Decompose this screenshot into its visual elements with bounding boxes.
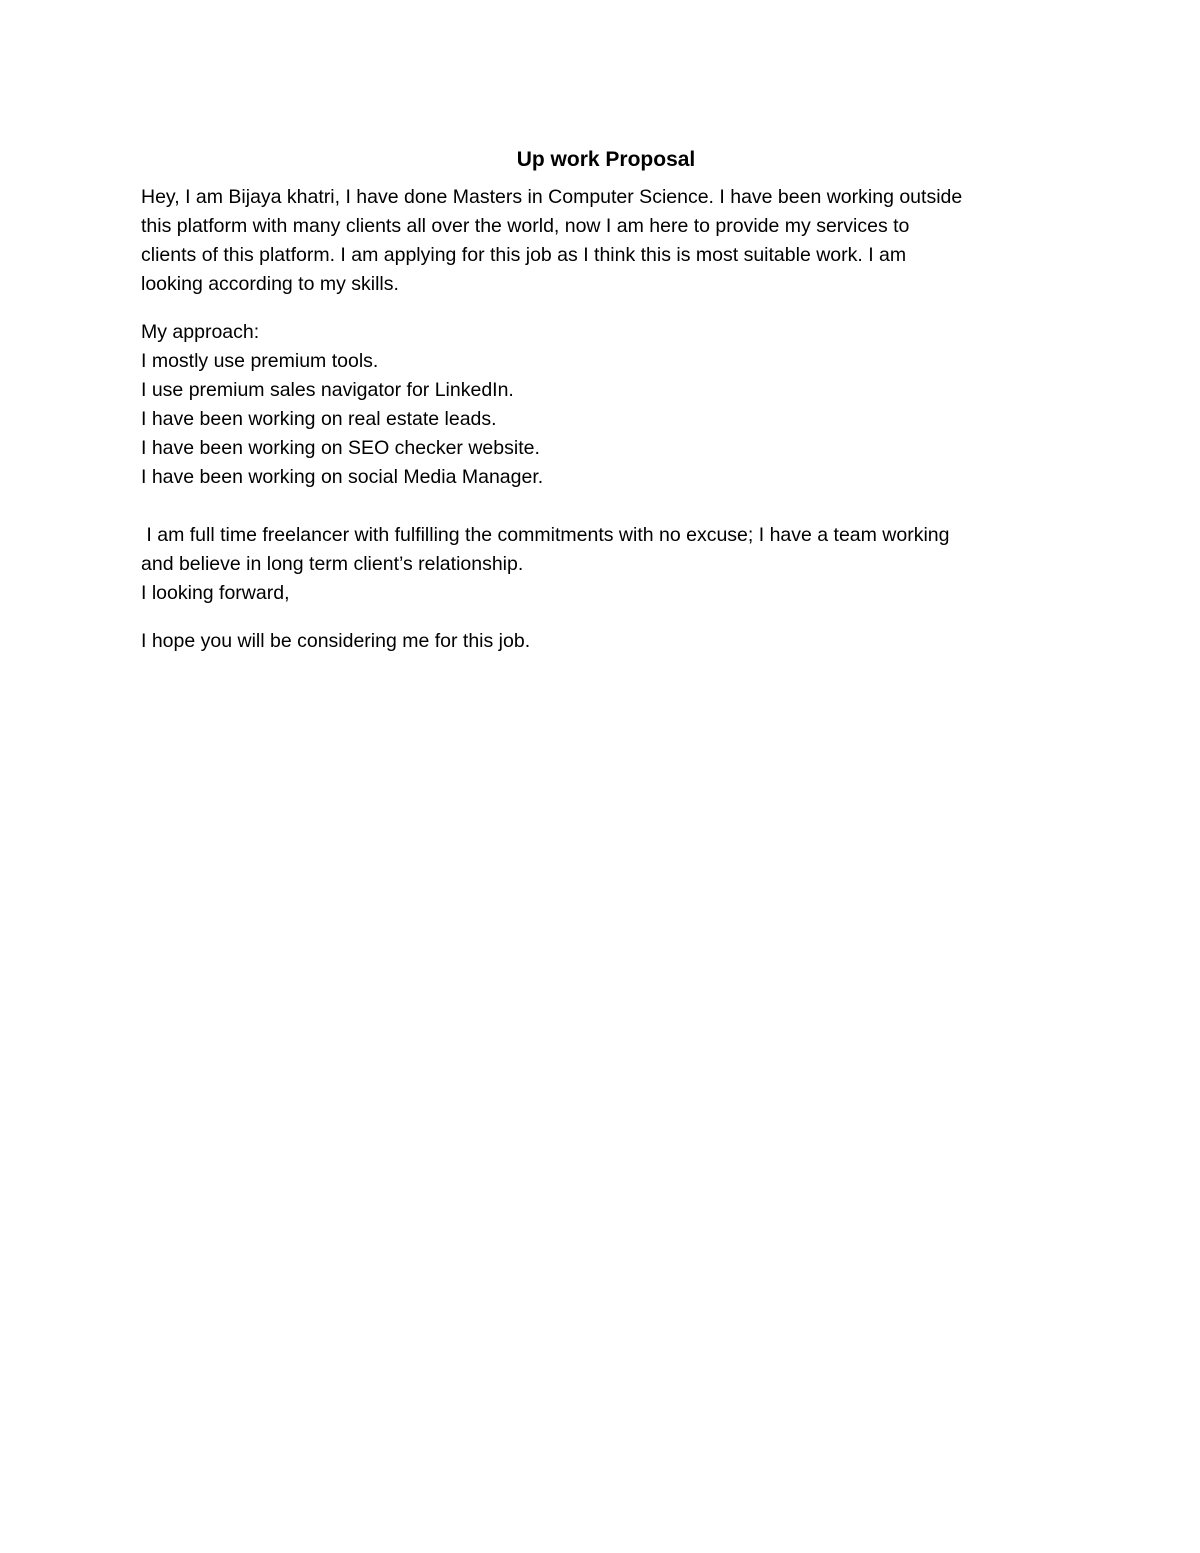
intro-line: Hey, I am Bijaya khatri, I have done Masters in Computer Science. I have been working outside bbox=[141, 186, 963, 208]
document-title: Up work Proposal bbox=[516, 148, 696, 171]
closing-line: and believe in long term client’s relationship. bbox=[141, 553, 524, 575]
approach-item: I have been working on real estate leads. bbox=[141, 408, 497, 430]
approach-heading: My approach: bbox=[141, 321, 260, 343]
approach-item: I have been working on SEO checker website. bbox=[141, 437, 540, 459]
intro-line: this platform with many clients all over the world, now I am here to provide my services to bbox=[141, 215, 910, 237]
intro-paragraph bbox=[141, 183, 1071, 299]
approach-item: I mostly use premium tools. bbox=[141, 350, 379, 372]
intro-line: looking according to my skills. bbox=[141, 273, 399, 295]
final-paragraph bbox=[141, 627, 1071, 656]
closing-line: I looking forward, bbox=[141, 582, 290, 604]
approach-paragraph bbox=[141, 318, 1071, 492]
final-line: I hope you will be considering me for this job. bbox=[141, 630, 531, 652]
approach-item: I use premium sales navigator for LinkedIn. bbox=[141, 379, 514, 401]
intro-line: clients of this platform. I am applying for this job as I think this is most suitable work. I am bbox=[141, 244, 907, 266]
blank-line bbox=[141, 492, 1071, 521]
document-body bbox=[141, 145, 1071, 656]
approach-item: I have been working on social Media Manager. bbox=[141, 466, 544, 488]
closing-line: I am full time freelancer with fulfilling the commitments with no excuse; I have a team working bbox=[141, 524, 950, 546]
closing-paragraph bbox=[141, 521, 1071, 608]
